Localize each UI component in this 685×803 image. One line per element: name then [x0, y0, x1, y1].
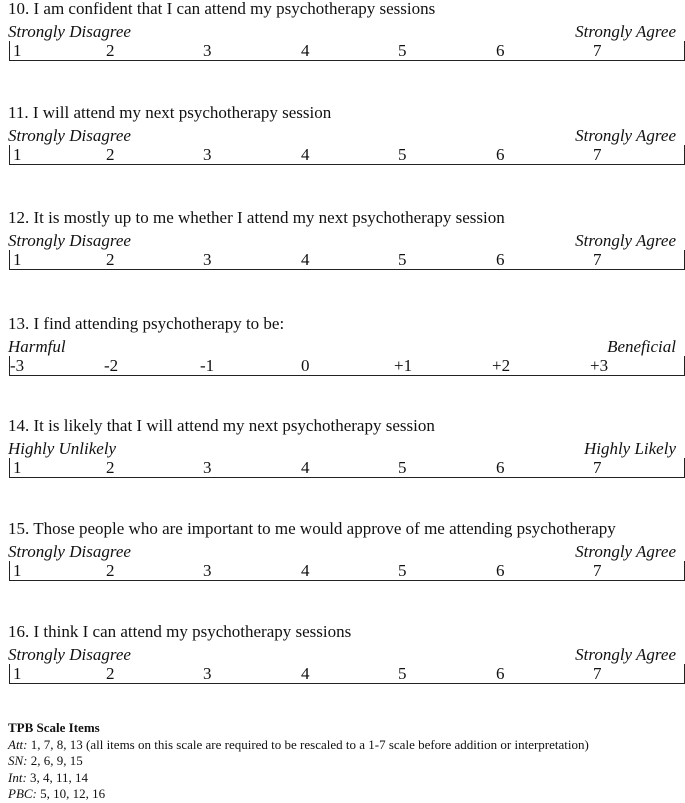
scale-point[interactable]: 4 [301, 458, 310, 477]
scale-left-anchor: Harmful [8, 337, 66, 356]
scale-point[interactable]: 5 [398, 250, 407, 269]
rating-scale [9, 561, 685, 581]
scale-point[interactable]: 2 [106, 458, 115, 477]
scale-point[interactable]: 7 [593, 41, 602, 60]
scale-left-anchor: Strongly Disagree [8, 22, 131, 41]
scale-point[interactable]: 6 [496, 664, 505, 683]
scale-right-anchor: Strongly Agree [575, 126, 676, 145]
scale-point[interactable]: 1 [13, 664, 22, 683]
scale-left-anchor: Strongly Disagree [8, 126, 131, 145]
scale-right-anchor: Strongly Agree [575, 22, 676, 41]
scale-point[interactable]: 6 [496, 561, 505, 580]
question-text: 16. I think I can attend my psychotherapy sessions [8, 622, 352, 641]
scale-point[interactable]: 7 [593, 458, 602, 477]
question-text: 10. I am confident that I can attend my psychotherapy sessions [8, 0, 436, 18]
key-items: 3, 4, 11, 14 [26, 769, 89, 785]
scale-point[interactable]: 3 [203, 561, 212, 580]
scale-point[interactable]: 6 [496, 145, 505, 164]
scale-point[interactable]: 5 [398, 561, 407, 580]
scale-point[interactable]: 3 [203, 145, 212, 164]
scale-point[interactable]: 3 [203, 664, 212, 683]
scale-point[interactable]: 3 [203, 250, 212, 269]
scale-point[interactable]: +2 [492, 356, 511, 375]
rating-scale [9, 145, 685, 165]
scale-point[interactable]: -1 [200, 356, 215, 375]
scale-left-anchor: Highly Unlikely [8, 439, 117, 458]
scale-point[interactable]: +3 [590, 356, 609, 375]
scale-point[interactable]: 1 [13, 145, 22, 164]
scale-point[interactable]: -3 [10, 356, 25, 375]
scale-left-anchor: Strongly Disagree [8, 645, 131, 664]
scale-point[interactable]: 4 [301, 561, 310, 580]
scale-point[interactable]: 5 [398, 41, 407, 60]
question-text: 14. It is likely that I will attend my next psychotherapy session [8, 416, 435, 435]
scale-point[interactable]: 6 [496, 41, 505, 60]
scale-left-anchor: Strongly Disagree [8, 231, 131, 250]
scoring-key [8, 720, 589, 803]
scale-point[interactable]: 2 [106, 41, 115, 60]
key-row-att [8, 737, 589, 754]
rating-scale [9, 664, 685, 684]
scale-right-anchor: Strongly Agree [575, 645, 676, 664]
scale-point[interactable]: 2 [106, 250, 115, 269]
question-text: 11. I will attend my next psychotherapy session [8, 103, 332, 122]
scale-point[interactable]: 1 [13, 561, 22, 580]
question-text: 13. I find attending psychotherapy to be: [8, 314, 285, 333]
survey-item-14 [0, 417, 685, 489]
scale-point[interactable]: 7 [593, 664, 602, 683]
key-items: 2, 6, 9, 15 [27, 753, 83, 768]
scale-point[interactable]: +1 [394, 356, 413, 375]
rating-scale [9, 250, 685, 270]
survey-item-11 [0, 104, 685, 176]
key-items: 1, 7, 8, 13 (all items on this scale are required to be rescaled to a 1-7 scale before addition or interpretation) [27, 736, 589, 752]
key-row-sn [8, 753, 589, 770]
key-label: SN: [8, 753, 28, 768]
scale-point[interactable]: 5 [398, 458, 407, 477]
question-text: 12. It is mostly up to me whether I attend my next psychotherapy session [8, 208, 505, 227]
key-label: Int: [8, 769, 27, 785]
rating-scale [9, 458, 685, 478]
scale-point[interactable]: 5 [398, 145, 407, 164]
key-label: PBC: [8, 786, 37, 801]
scale-left-anchor: Strongly Disagree [8, 542, 131, 561]
scale-point[interactable]: 4 [301, 145, 310, 164]
key-title: TPB Scale Items [8, 720, 100, 735]
scale-point[interactable]: 4 [301, 250, 310, 269]
key-items: 5, 10, 12, 16 [36, 786, 106, 801]
rating-scale [9, 41, 685, 61]
question-text: 15. Those people who are important to me would approve of me attending psychotherapy [8, 519, 616, 538]
scale-point[interactable]: 5 [398, 664, 407, 683]
scale-point[interactable]: 0 [301, 356, 310, 375]
scale-point[interactable]: -2 [104, 356, 119, 375]
survey-item-16 [0, 623, 685, 695]
survey-item-13 [0, 315, 685, 387]
scale-right-anchor: Strongly Agree [575, 231, 676, 250]
scale-point[interactable]: 7 [593, 145, 602, 164]
survey-item-10 [0, 0, 685, 72]
scale-point[interactable]: 1 [13, 41, 22, 60]
scale-point[interactable]: 3 [203, 458, 212, 477]
scale-point[interactable]: 2 [106, 664, 115, 683]
scale-point[interactable]: 1 [13, 458, 22, 477]
scale-point[interactable]: 2 [106, 145, 115, 164]
scale-right-anchor: Highly Likely [583, 439, 676, 458]
scale-point[interactable]: 7 [593, 561, 602, 580]
rating-scale [9, 356, 685, 376]
scale-point[interactable]: 2 [106, 561, 115, 580]
survey-item-12 [0, 209, 685, 281]
scale-point[interactable]: 3 [203, 41, 212, 60]
scale-point[interactable]: 7 [593, 250, 602, 269]
key-row-int [8, 770, 589, 787]
scale-point[interactable]: 1 [13, 250, 22, 269]
scale-right-anchor: Strongly Agree [575, 542, 676, 561]
key-label: Att: [8, 736, 28, 752]
scale-point[interactable]: 4 [301, 664, 310, 683]
key-row-pbc [8, 786, 589, 803]
survey-item-15 [0, 520, 685, 592]
scale-point[interactable]: 6 [496, 250, 505, 269]
scale-point[interactable]: 4 [301, 41, 310, 60]
scale-right-anchor: Beneficial [607, 337, 676, 356]
scale-point[interactable]: 6 [496, 458, 505, 477]
